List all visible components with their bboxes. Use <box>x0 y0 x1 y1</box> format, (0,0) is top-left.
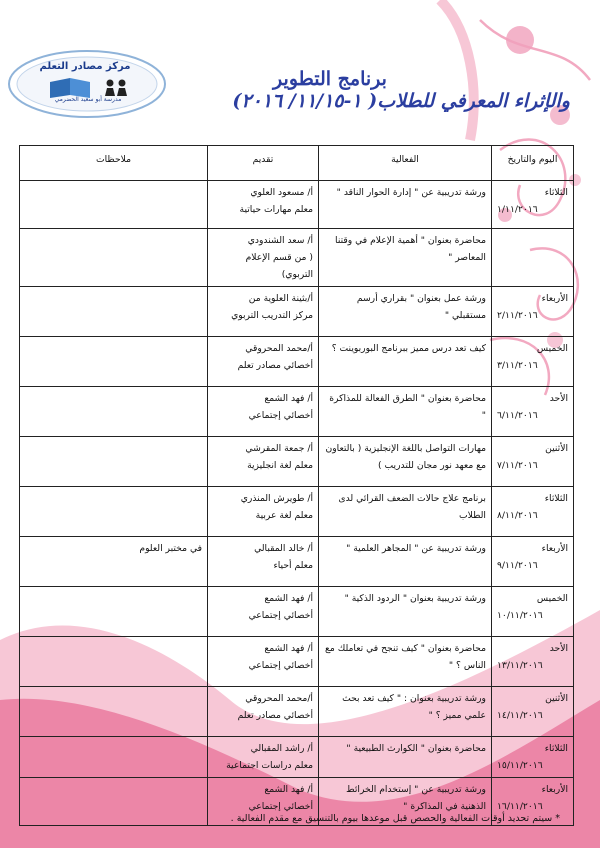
presenter-role: أخصائي مصادر تعلم <box>237 710 313 721</box>
table-row <box>20 587 574 637</box>
presenter-name: أ/بثينة العلوية من <box>248 293 313 304</box>
presenter-cell <box>208 587 319 637</box>
presenter-name: أ/ فهد الشمع <box>264 393 313 404</box>
presenter-name: أ/ طويرش المنذري <box>240 493 313 504</box>
day-date-cell <box>492 637 574 687</box>
presenter-name: أ/ راشد المقبالي <box>250 743 313 754</box>
presenter-role: أخصائي إجتماعي <box>248 410 313 421</box>
day-date-cell <box>492 387 574 437</box>
presenter-name: أ/محمد المحروقي <box>245 693 313 704</box>
day-label: الثلاثاء <box>544 187 568 198</box>
presenter-role: معلم مهارات حياتية <box>239 204 313 215</box>
pink-ribbon-top <box>440 0 474 140</box>
presenter-cell <box>208 637 319 687</box>
activity-cell: ورشة تدريبية بعنوان " الردود الذكية " <box>319 587 492 637</box>
presenter-cell <box>208 229 319 287</box>
activity-cell: محاضرة بعنوان " الطرق الفعالة للمذاكرة " <box>319 387 492 437</box>
day-date-cell <box>492 181 574 229</box>
presenter-name: أ/ فهد الشمع <box>264 593 313 604</box>
activity-cell: ورشة عمل بعنوان " بقراري أرسم مستقبلي " <box>319 287 492 337</box>
notes-cell: في مختبر العلوم <box>20 537 208 587</box>
day-label: الأثنين <box>545 693 568 704</box>
program-subtitle: والإثراء المعرفي للطلاب( ١-١١/١٥/ ٢٠١٦) <box>232 90 570 112</box>
table-row <box>20 437 574 487</box>
activity-cell: محاضرة بعنوان " أهمية الإعلام في وقتنا المعاصر " <box>319 229 492 287</box>
presenter-role: مركز التدريب التربوي <box>231 310 313 321</box>
presenter-cell <box>208 337 319 387</box>
header-presenter: تقديم <box>208 146 319 181</box>
activity-cell: ورشة تدريبية عن " إستخدام الخرائط الذهنية في المذاكرة " <box>319 778 492 826</box>
presenter-name: أ/ خالد المقبالي <box>254 543 313 554</box>
presenter-cell <box>208 287 319 337</box>
header-activity: الفعالية <box>319 146 492 181</box>
day-label: الأثنين <box>545 443 568 454</box>
table-row <box>20 487 574 537</box>
table-header-row <box>20 146 574 181</box>
notes-cell <box>20 437 208 487</box>
activity-cell: محاضرة بعنوان " الكوارث الطبيعية " <box>319 737 492 778</box>
logo-book-icon <box>50 78 90 98</box>
date-label: ١/١١/٢٠١٦ <box>497 204 538 215</box>
day-date-cell <box>492 287 574 337</box>
day-label: الأربعاء <box>541 293 568 304</box>
notes-cell <box>20 387 208 437</box>
day-label: الأحد <box>549 643 568 654</box>
date-label: ٩/١١/٢٠١٦ <box>497 560 538 571</box>
notes-cell <box>20 229 208 287</box>
date-label: ٢/١١/٢٠١٦ <box>497 310 538 321</box>
logo-title: مركز مصادر التعلم <box>39 61 131 72</box>
presenter-role: معلم دراسات اجتماعية <box>226 760 313 771</box>
day-label: الأربعاء <box>541 543 568 554</box>
presenter-cell <box>208 181 319 229</box>
presenter-cell <box>208 437 319 487</box>
table-row <box>20 737 574 778</box>
day-date-cell <box>492 437 574 487</box>
activity-cell: محاضرة بعنوان " كيف تنجح في تعاملك مع الناس ؟ " <box>319 637 492 687</box>
activity-cell: برنامج علاج حالات الضعف القرائي لدى الطلاب <box>319 487 492 537</box>
day-date-cell <box>492 737 574 778</box>
presenter-role: أخصائي إجتماعي <box>248 660 313 671</box>
presenter-role: ( من قسم الإعلام التربوي) <box>245 252 313 280</box>
header-notes: ملاحظات <box>20 146 208 181</box>
day-date-cell <box>492 337 574 387</box>
date-label: ٨/١١/٢٠١٦ <box>497 510 538 521</box>
activity-cell: ورشة تدريبية بعنوان : " كيف تعد بحث علمي مميز ؟ " <box>319 687 492 737</box>
day-label: الأربعاء <box>541 784 568 795</box>
day-label: الثلاثاء <box>544 743 568 754</box>
presenter-name: أ/ جمعة المقرشي <box>245 443 313 454</box>
activity-cell: مهارات التواصل باللغة الإنجليزية ( بالتعاون مع معهد نور مجان للتدريب ) <box>319 437 492 487</box>
presenter-role: أخصائي إجتماعي <box>248 610 313 621</box>
table-row <box>20 687 574 737</box>
day-date-cell <box>492 537 574 587</box>
presenter-cell <box>208 737 319 778</box>
day-date-cell <box>492 487 574 537</box>
day-label: الثلاثاء <box>544 493 568 504</box>
presenter-name: أ/ فهد الشمع <box>264 784 313 795</box>
date-label: ١٥/١١/٢٠١٦ <box>497 760 543 771</box>
notes-cell <box>20 337 208 387</box>
table-row <box>20 287 574 337</box>
notes-cell <box>20 587 208 637</box>
notes-cell <box>20 637 208 687</box>
notes-cell <box>20 181 208 229</box>
date-label: ٣/١١/٢٠١٦ <box>497 360 538 371</box>
schedule-table <box>19 145 574 826</box>
activity-cell: ورشة تدريبية عن " المجاهر العلمية " <box>319 537 492 587</box>
footer-note: * سيتم تحديد أوقات الفعالية والحصص قبل موعدها بيوم بالتنسيق مع مقدم الفعالية . <box>230 813 560 824</box>
presenter-cell <box>208 487 319 537</box>
notes-cell <box>20 287 208 337</box>
date-label: ١٠/١١/٢٠١٦ <box>497 610 543 621</box>
date-label: ١٦/١١/٢٠١٦ <box>497 801 543 812</box>
table-row <box>20 537 574 587</box>
day-label: الأحد <box>549 393 568 404</box>
table-row <box>20 637 574 687</box>
presenter-name: أ/ فهد الشمع <box>264 643 313 654</box>
presenter-cell <box>208 537 319 587</box>
date-label: ٦/١١/٢٠١٦ <box>497 410 538 421</box>
notes-cell <box>20 737 208 778</box>
presenter-name: أ/ مسعود العلوي <box>250 187 313 198</box>
program-title: برنامج التطوير <box>273 68 387 90</box>
date-label: ١٤/١١/٢٠١٦ <box>497 710 543 721</box>
presenter-role: معلم أحياء <box>273 560 313 571</box>
table-row <box>20 387 574 437</box>
logo-subtitle: مدرسة أبو سعيد الحضرمي <box>54 96 122 103</box>
presenter-name: أ/ سعد الشندودي <box>247 235 313 246</box>
header-day-date: اليوم والتاريخ <box>492 146 574 181</box>
date-label: ١٣/١١/٢٠١٦ <box>497 660 543 671</box>
activity-cell: ورشة تدريبية عن " إدارة الحوار الناقد " <box>319 181 492 229</box>
presenter-role: معلم لغة عربية <box>255 510 313 521</box>
date-label: ٧/١١/٢٠١٦ <box>497 460 538 471</box>
presenter-cell <box>208 687 319 737</box>
presenter-role: معلم لغة انجليزية <box>247 460 313 471</box>
day-date-cell <box>492 587 574 637</box>
day-date-cell <box>492 687 574 737</box>
notes-cell <box>20 687 208 737</box>
day-label: الخميس <box>536 343 568 354</box>
presenter-role: أخصائي مصادر تعلم <box>237 360 313 371</box>
presenter-role: أخصائي إجتماعي <box>248 801 313 812</box>
day-label: الخميس <box>536 593 568 604</box>
presenter-name: أ/محمد المحروقي <box>245 343 313 354</box>
table-body <box>20 181 574 826</box>
activity-cell: كيف تعد درس مميز ببرنامج البوربوينت ؟ <box>319 337 492 387</box>
presenter-cell <box>208 387 319 437</box>
table-row <box>20 229 574 287</box>
day-date-cell <box>492 229 574 287</box>
table-row <box>20 181 574 229</box>
table-row <box>20 337 574 387</box>
notes-cell <box>20 487 208 537</box>
